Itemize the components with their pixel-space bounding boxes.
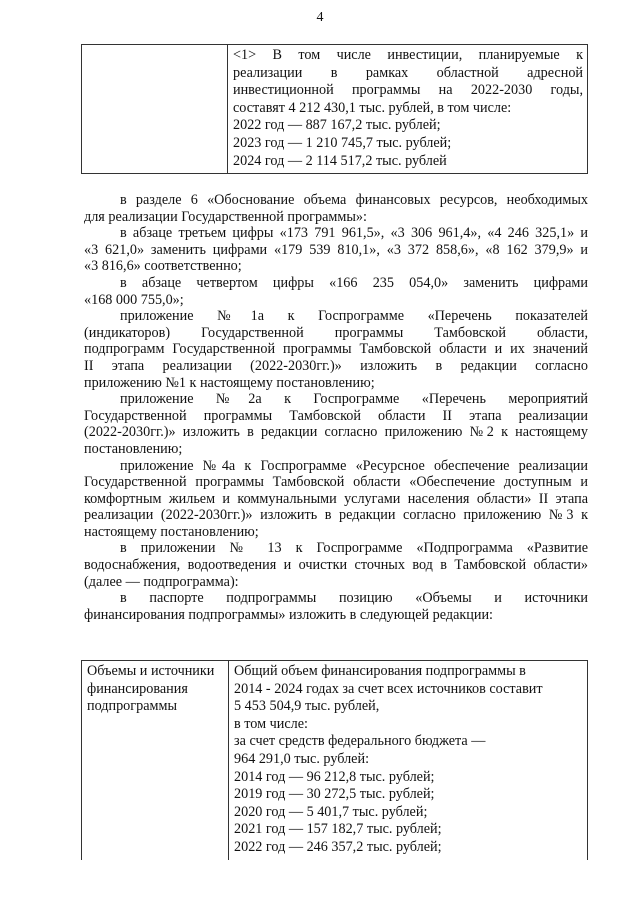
text-line: в паспорте подпрограммы позицию «Объемы и источники: [120, 590, 588, 607]
table-row: [82, 45, 588, 174]
text-line: реализации в рамках областной адресной: [233, 64, 583, 81]
text-line: Объемы и источники: [87, 663, 215, 679]
text-line: 5 453 504,9 тыс. рублей,: [234, 698, 380, 715]
text-line: (2022-2030гг.)» изложить в редакции согласно приложению №2 к настоящему: [84, 424, 588, 441]
text-line: подпрограммы: [87, 698, 177, 715]
paragraph-appendix-1a: [84, 308, 588, 391]
text-line: 964 291,0 тыс. рублей:: [234, 750, 370, 767]
text-line: приложение №1а к Госпрограмме «Перечень показателей: [120, 308, 588, 325]
text-line: Общий объем финансирования подпрограммы в: [234, 663, 526, 679]
text-line: 2022 год — 887 167,2 тыс. рублей;: [233, 117, 441, 134]
text-line: II этапа реализации (2022-2030гг.)» изложить в редакции согласно: [84, 357, 588, 374]
paragraph-appendix-2a: [84, 391, 588, 457]
text-line: реализации (2022-2030гг.)» изложить в редакции согласно приложению №3 к: [84, 507, 588, 524]
text-line: приложение №2а к Госпрограмме «Перечень мероприятий: [120, 391, 588, 408]
paragraph-appendix-13: [84, 540, 588, 590]
paragraph-third-abzac: [84, 225, 588, 275]
text-line: для реализации Государственной программы»:: [84, 208, 367, 225]
text-line: «168 000 755,0»;: [84, 291, 184, 308]
text-line: 2022 год — 246 357,2 тыс. рублей;: [234, 838, 442, 855]
text-line: в абзаце третьем цифры «173 791 961,5», «3 306 961,4», «4 246 325,1» и: [120, 225, 588, 242]
text-line: в приложении № 13 к Госпрограмме «Подпрограмма «Развитие: [120, 540, 588, 557]
text-line: финансирования подпрограммы» изложить в следующей редакции:: [84, 606, 493, 623]
text-line: <1> В том числе инвестиции, планируемые к: [233, 47, 583, 63]
text-line: 2023 год — 1 210 745,7 тыс. рублей;: [233, 134, 452, 151]
paragraph-section-6: [84, 192, 588, 225]
text-line: приложение №4а к Госпрограмме «Ресурсное обеспечение реализации: [120, 457, 588, 474]
text-line: подпрограмм Государственной программы Тамбовской области и их значений: [84, 341, 588, 358]
funding-table: [81, 660, 588, 860]
footnote-table-empty-cell: [82, 45, 228, 174]
paragraph-appendix-4a: [84, 458, 588, 541]
text-line: Государственной программы Тамбовской области «Обеспечение доступным и: [84, 474, 588, 491]
page-number: 4: [316, 10, 324, 25]
text-line: (индикаторов) Государственной программы Тамбовской области,: [84, 324, 588, 341]
text-line: в абзаце четвертом цифры «166 235 054,0» заменить цифрами: [120, 274, 588, 291]
footnote-table-text-cell: [228, 45, 588, 174]
text-line: в том числе:: [234, 715, 308, 732]
paragraph-passport: [84, 590, 588, 623]
funding-table-value-cell: [229, 661, 588, 860]
text-line: за счет средств федерального бюджета —: [234, 733, 486, 750]
text-line: постановлению;: [84, 440, 183, 457]
text-line: водоснабжения, водоотведения и очистки сточных вод в Тамбовской области»: [84, 557, 588, 574]
text-line: «3 621,0» заменить цифрами «179 539 810,1», «3 372 858,6», «8 162 379,9» и: [84, 241, 588, 258]
text-line: комфортным жильем и коммунальными услугами населения области» II этапа: [84, 490, 588, 507]
text-line: приложению №1 к настоящему постановлению;: [84, 374, 375, 391]
text-line: 2020 год — 5 401,7 тыс. рублей;: [234, 803, 428, 820]
text-line: 2014 год — 96 212,8 тыс. рублей;: [234, 768, 435, 785]
text-line: 2019 год — 30 272,5 тыс. рублей;: [234, 786, 435, 803]
text-line: 2014 - 2024 годах за счет всех источников составит: [234, 680, 543, 697]
footnote-table: [81, 44, 588, 174]
text-line: финансирования: [87, 680, 188, 697]
text-line: составят 4 212 430,1 тыс. рублей, в том числе:: [233, 99, 512, 116]
text-line: инвестиционной программы на 2022-2030 годы,: [233, 82, 583, 99]
table-row: [82, 661, 588, 860]
text-line: 2024 год — 2 114 517,2 тыс. рублей: [233, 152, 447, 169]
funding-table-label-cell: [82, 661, 229, 860]
text-line: «3 816,6» соответственно;: [84, 258, 242, 275]
document-body: [84, 192, 588, 623]
text-line: Государственной программы Тамбовской области II этапа реализации: [84, 407, 588, 424]
text-line: 2021 год — 157 182,7 тыс. рублей;: [234, 821, 442, 838]
text-line: (далее — подпрограмма):: [84, 573, 239, 590]
text-line: в разделе 6 «Обоснование объема финансовых ресурсов, необходимых: [120, 192, 588, 208]
paragraph-fourth-abzac: [84, 275, 588, 308]
text-line: настоящему постановлению;: [84, 523, 259, 540]
